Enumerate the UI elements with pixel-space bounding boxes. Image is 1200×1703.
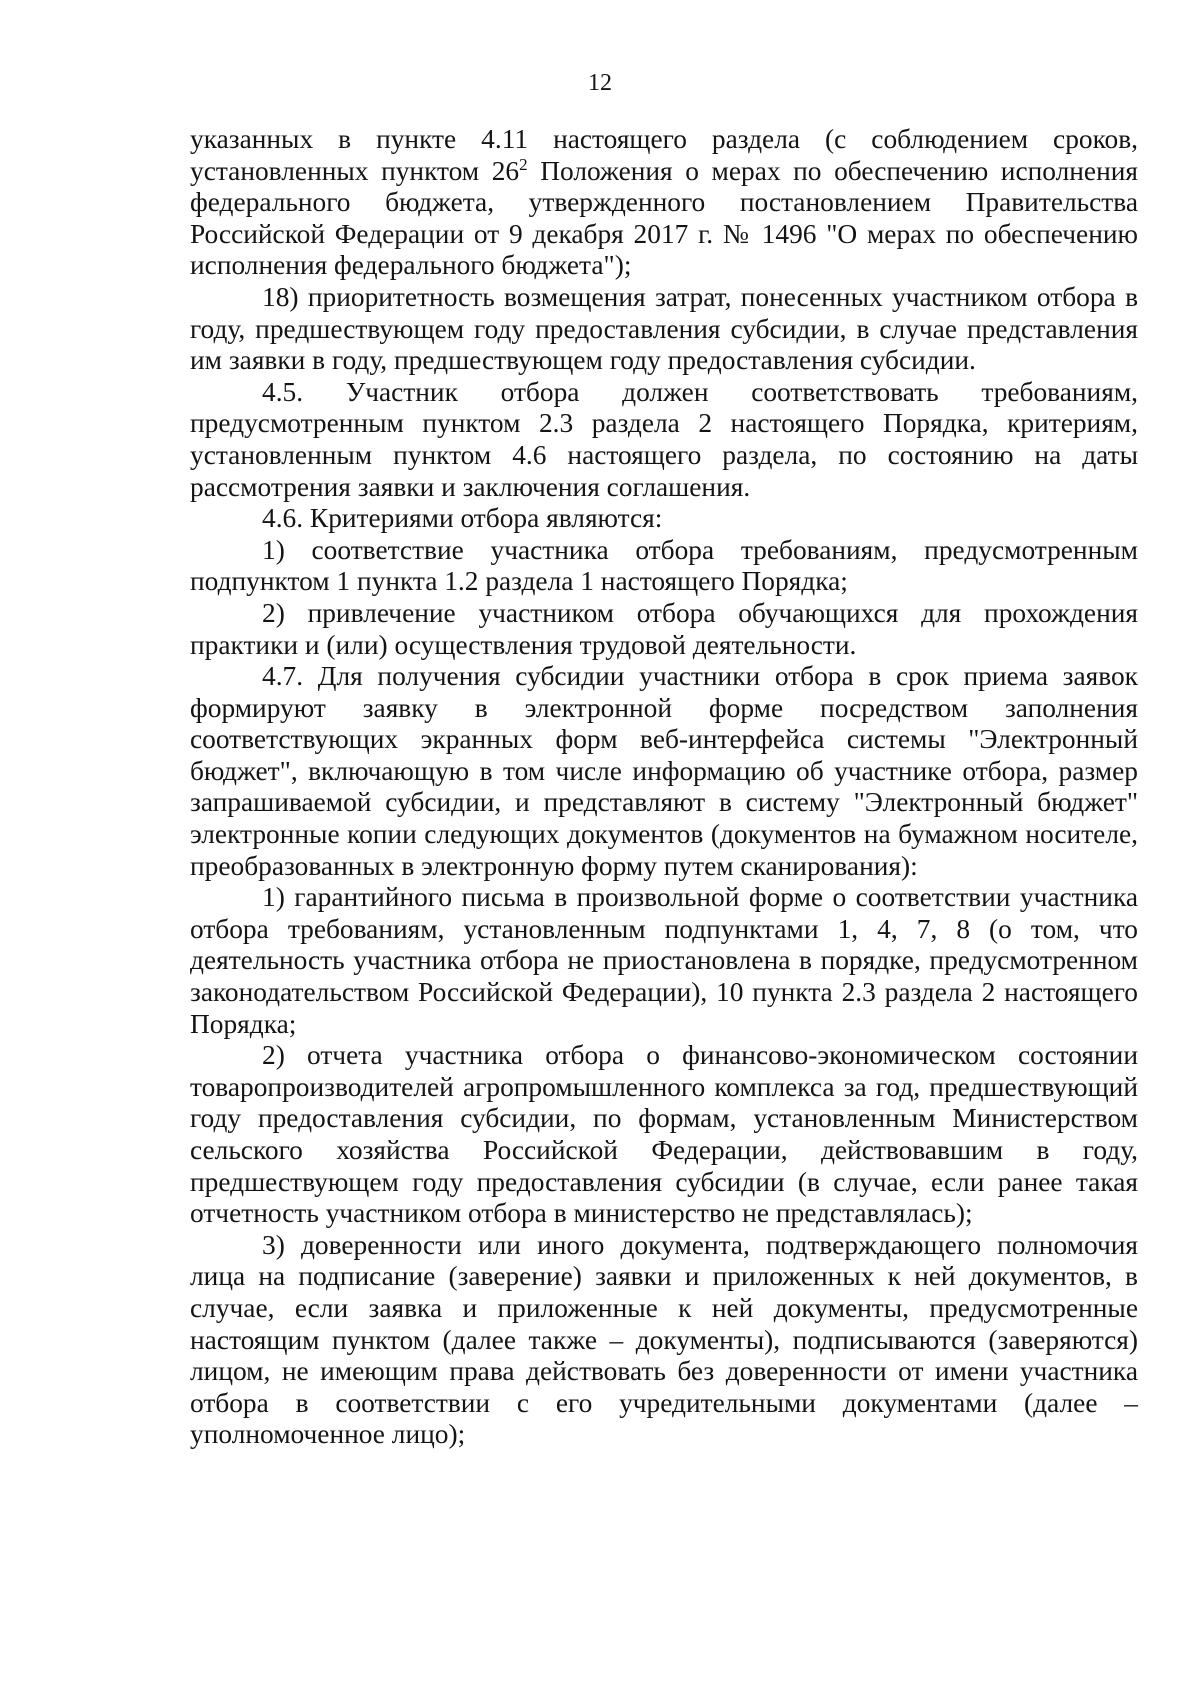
superscript: 2	[519, 154, 528, 174]
paragraph-text: Положения о мерах по обеспечению исполнения федерального бюджета, утвержденного постановлением Правительства Российской Федерации от 9 декабря 2017 г. № 1496 "О мерах по обеспечению исполнения федерального бюджета");	[190, 155, 1138, 281]
paragraph-document-1: 1) гарантийного письма в произвольной форме о соответствии участника отбора требованиям, установленным подпунктами 1, 4, 7, 8 (о том, что деятельность участника отбора не приостановлена в порядке, предусмотренном законодательством Российской Федерации), 10 пункта 2.3 раздела 2 настоящего Порядка;	[190, 882, 1138, 1039]
page-number: 12	[588, 70, 612, 96]
paragraph-criteria-2: 2) привлечение участником отбора обучающихся для прохождения практики и (или) осуществления трудовой деятельности.	[190, 597, 1138, 660]
paragraph-document-2: 2) отчета участника отбора о финансово-экономическом состоянии товаропроизводителей агропромышленного комплекса за год, предшествующий году предоставления субсидии, по формам, установленным Министерством сельского хозяйства Российской Федерации, действовавшим в году, предшествующем году предоставления субсидии (в случае, если ранее такая отчетность участником отбора в министерство не представлялась);	[190, 1040, 1138, 1229]
paragraph-text: указанных в пункте 4.11 настоящего раздела (с соблюдением сроков, установленных пунктом 26	[190, 124, 1138, 186]
paragraph-item-18: 18) приоритетность возмещения затрат, понесенных участником отбора в году, предшествующем году предоставления субсидии, в случае представления им заявки в году, предшествующем году предоставления субсидии.	[190, 281, 1138, 376]
document-body	[190, 124, 1138, 1451]
paragraph-4-7: 4.7. Для получения субсидии участники отбора в срок приема заявок формируют заявку в электронной форме посредством заполнения соответствующих экранных форм веб-интерфейса системы "Электронный бюджет", включающую в том числе информацию об участнике отбора, размер запрашиваемой субсидии, и представляют в систему "Электронный бюджет" электронные копии следующих документов (документов на бумажном носителе, преобразованных в электронную форму путем сканирования):	[190, 661, 1138, 881]
paragraph-document-3: 3) доверенности или иного документа, подтверждающего полномочия лица на подписание (заверение) заявки и приложенных к ней документов, в случае, если заявка и приложенные к ней документы, предусмотренные настоящим пунктом (далее также – документы), подписываются (заверяются) лицом, не имеющим права действовать без доверенности от имени участника отбора в соответствии с его учредительными документами (далее – уполномоченное лицо);	[190, 1229, 1138, 1450]
paragraph-criteria-1: 1) соответствие участника отбора требованиям, предусмотренным подпунктом 1 пункта 1.2 раздела 1 настоящего Порядка;	[190, 534, 1138, 597]
paragraph-continuation	[190, 124, 1138, 282]
paragraph-4-6: 4.6. Критериями отбора являются:	[262, 503, 663, 534]
paragraph-4-5: 4.5. Участник отбора должен соответствовать требованиям, предусмотренным пунктом 2.3 раздела 2 настоящего Порядка, критериям, установленным пунктом 4.6 настоящего раздела, по состоянию на даты рассмотрения заявки и заключения соглашения.	[190, 376, 1138, 502]
